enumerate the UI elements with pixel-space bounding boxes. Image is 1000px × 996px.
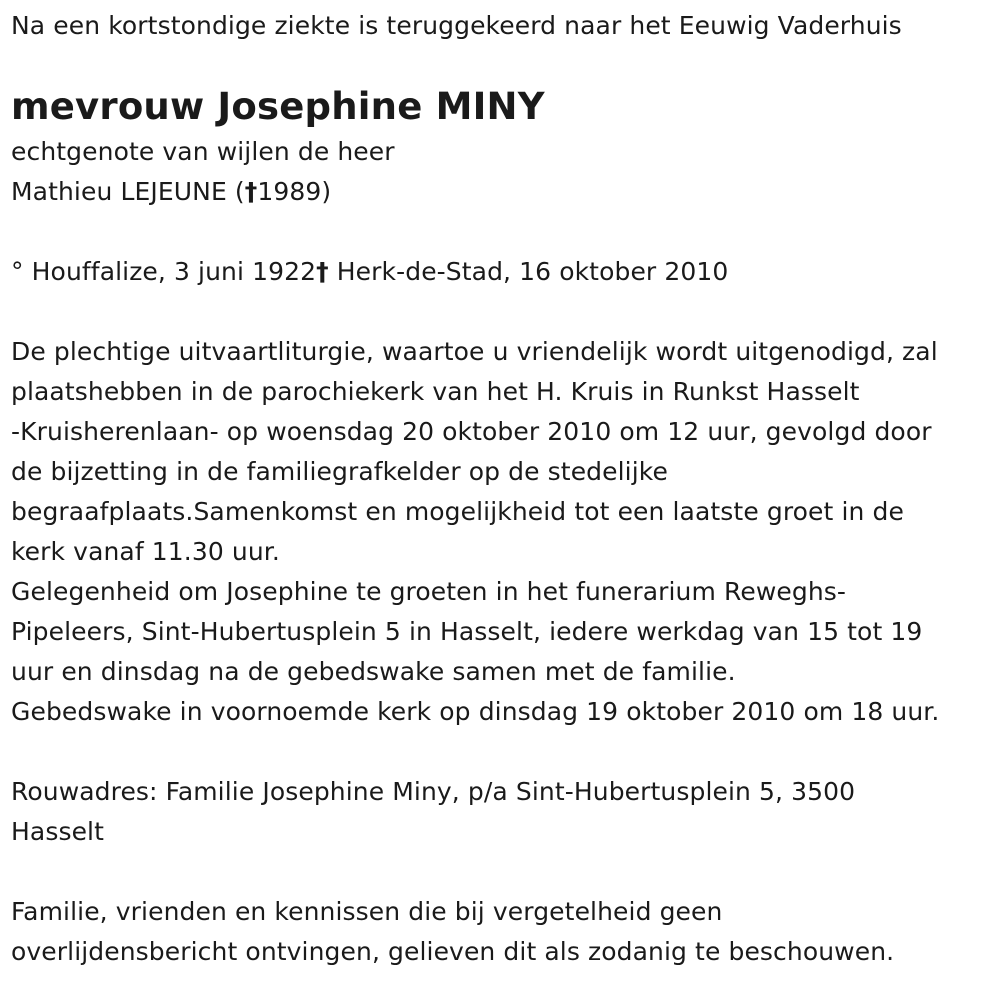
closing-paragraph (11, 892, 1000, 972)
spouse-line-2 (11, 172, 1000, 212)
liturgy-line: de bijzetting in de familiegrafkelder op de stedelijke (11, 457, 668, 486)
liturgy-line: -Kruisherenlaan- op woensdag 20 oktober 2010 om 12 uur, gevolgd door (11, 417, 932, 446)
deceased-name: mevrouw Josephine MINY (11, 85, 545, 128)
liturgy-line: begraafplaats.Samenkomst en mogelijkheid tot een laatste groet in de (11, 497, 904, 526)
closing-line: overlijdensbericht ontvingen, gelieven dit als zodanig te beschouwen. (11, 937, 895, 966)
spacer (11, 732, 1000, 772)
liturgy-line: Gelegenheid om Josephine te groeten in het funerarium Reweghs- (11, 577, 847, 606)
liturgy-line: Pipeleers, Sint-Hubertusplein 5 in Hasselt, iedere werkdag van 15 tot 19 (11, 617, 923, 646)
liturgy-line: Gebedswake in voornoemde kerk op dinsdag 19 oktober 2010 om 18 uur. (11, 697, 940, 726)
liturgy-line: De plechtige uitvaartliturgie, waartoe u vriendelijk wordt uitgenodigd, zal (11, 337, 938, 366)
liturgy-line: kerk vanaf 11.30 uur. (11, 537, 280, 566)
spouse-name: Mathieu LEJEUNE ( (11, 177, 245, 206)
spouse-death-year: 1989) (257, 177, 332, 206)
cross-icon: † (244, 177, 258, 206)
spacer (11, 212, 1000, 252)
birth-death-line (11, 252, 1000, 292)
death-notice (0, 6, 1000, 996)
address-line: Rouwadres: Familie Josephine Miny, p/a Sint-Hubertusplein 5, 3500 (11, 777, 856, 806)
cross-icon: † (316, 257, 329, 286)
birth-info: ° Houffalize, 3 juni 1922 (11, 257, 317, 286)
intro-line: Na een kortstondige ziekte is teruggekeerd naar het Eeuwig Vaderhuis (11, 11, 902, 40)
death-info: Herk-de-Stad, 16 oktober 2010 (328, 257, 729, 286)
closing-line: Familie, vrienden en kennissen die bij vergetelheid geen (11, 897, 723, 926)
spouse-line-1: echtgenote van wijlen de heer (11, 137, 395, 166)
address-line: Hasselt (11, 817, 104, 846)
liturgy-line: uur en dinsdag na de gebedswake samen met de familie. (11, 657, 736, 686)
spacer (11, 292, 1000, 332)
address-paragraph (11, 772, 1000, 852)
liturgy-line: plaatshebben in de parochiekerk van het H. Kruis in Runkst Hasselt (11, 377, 860, 406)
liturgy-paragraph (11, 332, 1000, 732)
spacer (11, 852, 1000, 892)
